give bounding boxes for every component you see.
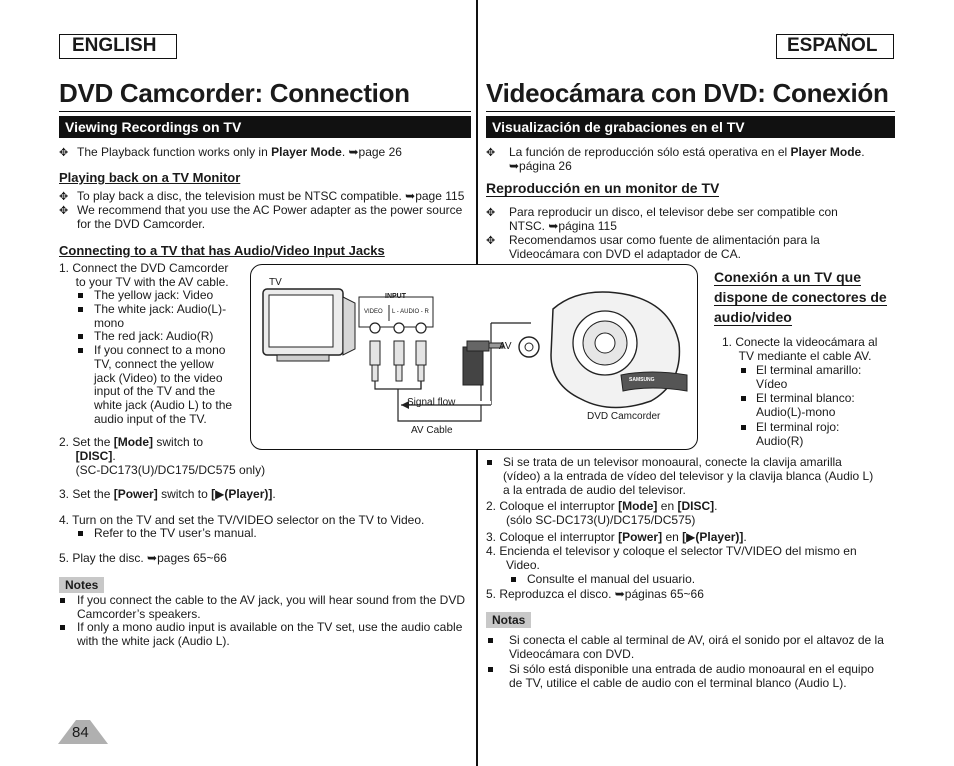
page-title: DVD Camcorder: Connection [59, 78, 410, 108]
step-4-sub-es: Consulte el manual del usuario. [527, 572, 696, 586]
diamond-bullet-icon: ✥ [59, 147, 69, 159]
square-bullet-icon [78, 348, 83, 353]
page-title-es: Videocámara con DVD: Conexión [486, 78, 889, 108]
note-1-es: Si conecta el cable al terminal de AV, oirá el sonido por el altavoz de la Videocámara con DVD. [509, 633, 884, 661]
diamond-bullet-icon: ✥ [59, 205, 69, 217]
mono-tv-instruction-es: Si se trata de un televisor monoaural, conecte la clavija amarilla (vídeo) a la entrada de vídeo del televisor y la clavija blanca (Audio L) a la entrada de audio del televisor. [503, 455, 874, 497]
square-bullet-icon [741, 396, 746, 401]
av-jack-label: AV [499, 341, 512, 352]
step-2: 2. Set the [Mode] switch to [DISC]. (SC-DC173(U)/DC175/DC575 only) [59, 435, 266, 477]
language-label-english: ENGLISH [59, 34, 177, 59]
title-underline [59, 111, 471, 112]
square-bullet-icon [741, 368, 746, 373]
square-bullet-icon [78, 307, 83, 312]
language-label-espanol: ESPAÑOL [776, 34, 894, 59]
subheading-connecting: Connecting to a TV that has Audio/Video Input Jacks [59, 243, 385, 258]
diamond-bullet-icon: ✥ [486, 147, 496, 159]
jack-video: The yellow jack: Video [94, 288, 214, 302]
step-2-es: 2. Coloque el interruptor [Mode] en [DISC]. (sólo SC-DC173(U)/DC175/DC575) [486, 499, 718, 527]
square-bullet-icon [60, 625, 65, 630]
square-bullet-icon [511, 577, 516, 582]
jack-audio-l-es: El terminal blanco: Audio(L)-mono [756, 391, 855, 419]
square-bullet-icon [60, 598, 65, 603]
title-underline-es [486, 111, 895, 112]
note-2: If only a mono audio input is available on the TV set, use the audio cable with the white jack (Audio L). [77, 620, 463, 648]
video-jack-icon [370, 323, 380, 333]
square-bullet-icon [78, 293, 83, 298]
step-1-es: 1. Conecte la videocámara al TV mediante el cable AV. [722, 335, 878, 363]
square-bullet-icon [487, 460, 492, 465]
tv-input-panel [359, 297, 433, 333]
page-number: 84 [72, 724, 89, 741]
section-header: Viewing Recordings on TV [59, 116, 471, 138]
bullet-ntsc: To play back a disc, the television must be NTSC compatible. ➥page 115 [77, 189, 465, 203]
diamond-bullet-icon: ✥ [486, 207, 496, 219]
input-label: INPUT [385, 293, 406, 300]
subheading-playing-back: Playing back on a TV Monitor [59, 170, 241, 185]
step-5-es: 5. Reproduzca el disco. ➥páginas 65~66 [486, 587, 704, 601]
diamond-bullet-icon: ✥ [486, 235, 496, 247]
camcorder-label: DVD Camcorder [587, 411, 661, 422]
square-bullet-icon [741, 425, 746, 430]
step-3-es: 3. Coloque el interruptor [Power] en [▶(Player)]. [486, 530, 747, 544]
jack-audio-r: The red jack: Audio(R) [94, 329, 214, 343]
step-4: 4. Turn on the TV and set the TV/VIDEO selector on the TV to Video. [59, 513, 425, 527]
audio-label: L - AUDIO - R [392, 309, 429, 315]
dvd-camcorder-icon [551, 292, 687, 407]
brand-label: SAMSUNG [629, 377, 655, 383]
audio-l-jack-icon [394, 323, 404, 333]
note-1: If you connect the cable to the AV jack, you will hear sound from the DVD Camcorder’s speakers. [77, 593, 465, 621]
step-1: 1. Connect the DVD Camcorder to your TV with the AV cable. [59, 261, 229, 289]
av-cable-label: AV Cable [411, 425, 453, 436]
playback-note-es: La función de reproducción sólo está operativa en el Player Mode. ➥página 26 [509, 145, 865, 173]
jack-audio-l: The white jack: Audio(L)- mono [94, 302, 227, 330]
jack-audio-r-es: El terminal rojo: Audio(R) [756, 420, 840, 448]
note-2-es: Si sólo está disponible una entrada de audio monoaural en el equipo de TV, utilice el cable de audio con el terminal blanco (Audio L). [509, 662, 874, 690]
notes-label: Notes [59, 577, 104, 593]
bullet-ntsc-es: Para reproducir un disco, el televisor debe ser compatible con NTSC. ➥página 115 [509, 205, 838, 233]
square-bullet-icon [488, 638, 493, 643]
step-4-sub: Refer to the TV user’s manual. [94, 526, 257, 540]
notes-label-es: Notas [486, 612, 531, 628]
step-5: 5. Play the disc. ➥pages 65~66 [59, 551, 227, 565]
mono-tv-instruction: If you connect to a mono TV, connect the yellow jack (Video) to the video input of the TV and the white jack (Audio L) to the audio input of the TV. [94, 343, 233, 426]
section-header-es: Visualización de grabaciones en el TV [486, 116, 895, 138]
playback-note: The Playback function works only in Player Mode. ➥page 26 [77, 145, 402, 159]
square-bullet-icon [78, 531, 83, 536]
step-3: 3. Set the [Power] switch to [▶(Player)]. [59, 487, 276, 501]
tv-icon [263, 289, 355, 361]
audio-r-jack-icon [416, 323, 426, 333]
diamond-bullet-icon: ✥ [59, 191, 69, 203]
signal-flow-label: Signal flow [407, 397, 456, 408]
video-label: VIDEO [364, 309, 383, 315]
tv-label: TV [269, 277, 282, 288]
square-bullet-icon [78, 334, 83, 339]
bullet-ac-adapter: We recommend that you use the AC Power adapter as the power source for the DVD Camcorder. [77, 203, 463, 231]
jack-video-es: El terminal amarillo: Vídeo [756, 363, 862, 391]
bullet-ac-adapter-es: Recomendamos usar como fuente de alimentación para la Videocámara con DVD el adaptador de CA. [509, 233, 820, 261]
step-4-es: 4. Encienda el televisor y coloque el selector TV/VIDEO del mismo en Video. [486, 544, 857, 572]
subheading-conexion: Conexión a un TV que dispone de conectores de audio/video [714, 269, 887, 325]
square-bullet-icon [488, 667, 493, 672]
subheading-reproduccion: Reproducción en un monitor de TV [486, 180, 720, 196]
connection-diagram [250, 264, 698, 450]
av-plugs-icon [370, 341, 426, 381]
page-number-badge [58, 720, 108, 749]
